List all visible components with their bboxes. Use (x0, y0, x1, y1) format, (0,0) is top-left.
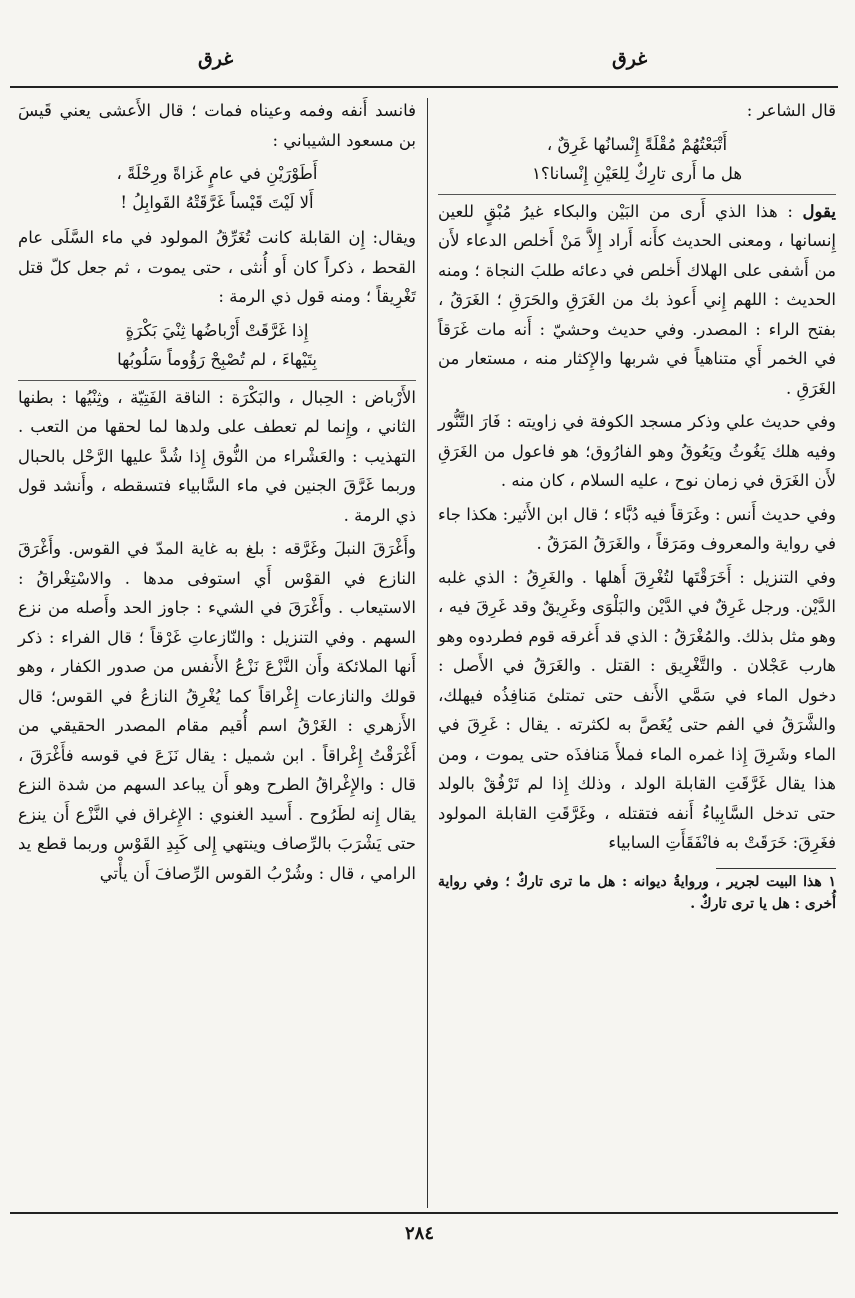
header-rule (10, 86, 838, 88)
paragraph: ويقال: إِن القابلة كانت تُغَرِّقُ المولود في ماء السَّلَى عام القحط ، ذكراً كان أَو أُنثى ، حتى يموت ، ثم جعل كلّ قتل تَغْرِيقاً ؛ ومنه قول ذي الرمة : (18, 228, 416, 306)
footnote: ١ هذا البيت لجرير ، وروايةُ ديوانه : هل ما ترى تاركٌ ؛ وفي رواية أُخرى : هل يا ترى تاركٌ . (438, 873, 836, 912)
paragraph: وفي التنزيل : أَخَرَقْتَها لتُغْرِقَ أَهلها . والغَرِقُ : الذي غلبه الدَّيْن. ورجل غَرِقٌ في الدَّيْن والبَلْوَى وغَرِيقٌ وقد غَرِقَ فيه ، وهو مثل بذلك. والمُغْرَقُ : الذي قد أَغرقه قوم فطردوه وهو هارب عَجْلان . والتَّغْرِيق : القتل . والغَرَقُ في الأَصل : دخول الماء في سَمَّي الأَنف حتى تمتلئ مَنافِذُه فيهلك، والشَّرَقُ في الفم حتى يُغَصَّ به لكثرته . يقال : غَرِقَ في الماء وشَرِقَ إِذا غمره الماء فملأَ مَنافذَه حتى يموت ، ومن هذا يقال غَرَّقَتِ القابلة الولد ، وذلك إِذا لم تَرْفُقْ بالولد حتى تدخل السَّابِياءُ أَنفه فتقتله ، وغَرَّقَتِ القابلة المولود فغَرِقَ: خَرَقَتْ به فانْفَقَأَتِ السابياء (438, 567, 836, 852)
footnote-rule (716, 868, 836, 869)
paragraph-text: : هذا الذي أَرى من البَيْن والبكاء غيرُ مُبْقٍ للعين إِنسانها ، ومعنى الحديث كأَنه أَراد إِلاَّ مَنْ أَخلص الدعاء لأَن من أَشفى على الهلاك أَخلص في دعائه طلبَ النجاة ؛ ومنه الحديث : اللهم إِني أَعوذ بك من الغَرَقِ والحَرَقِ ؛ الغَرَقُ ، بفتح الراء : المصدر. وفي حديث وحشيّ : أَنه مات غَرَقاً في الخمر أَي متناهياً في شربها والإِكثار منه ، مستعار من الغَرَقِ . (438, 201, 836, 398)
paragraph: وفي حديث أَنس : وغَرَقاً فيه دُبَّاء ؛ قال ابن الأَثير: هكذا جاء في رواية والمعروف ومَرَقاً ، والغَرَقُ المَرَقُ . (438, 504, 836, 553)
verse-line: هل ما أَرى تارِكٌ لِلعَيْنِ إِنْسانا؟١ (531, 163, 743, 183)
verse-line: بِتَيْهاءَ ، لم تُصْبِحْ رَؤُوماً سَلُوبُها (117, 349, 317, 369)
left-column (18, 96, 416, 888)
column-divider (427, 98, 428, 1208)
paragraph (438, 197, 836, 404)
verse-line: أَطَوْرَيْنِ في عامٍ غَزاةً ورِحْلَةً ، (116, 164, 318, 183)
verse-line: إِذا غَرَّقَتْ أَرْباضُها ثِنْيَ بَكْرَةٍ (125, 320, 309, 340)
verse-line: أَلا لَيْتَ قَيْساً غَرَّقَتْهُ القَوابِلُ ! (120, 193, 314, 212)
verse (438, 130, 836, 188)
header-headword-left: غرق (198, 48, 234, 70)
paragraph: وأَغْرَقَ النبلَ وغَرَّقه : بلغ به غاية المدّ في القوس. وأَغْرَقَ النازع في القوْس أَي استوفى مدها . والاسْتِغْراقُ : الاستيعاب . وأَغْرَقَ في الشيء : جاوز الحد وأَصله من نزع السهم . وفي التنزيل : والنّازعاتِ غَرْقاً ؛ قال الفراء : ذكر أَنها الملائكة وأَن النَّزْعَ نَزْعُ الأَنفس من صدور الكفار ، وهو قولك والنازعات إِغْراقاً كما يُغْرِقُ النازعُ في القوس؛ قال الأَزهري : الغَرْقُ اسم أُقيم مقام المصدر الحقيقي من أَغْرَقْتُ إِغْراقاً . ابن شميل : يقال نَزَعَ في قوسه فأَغْرَقَ ، قال : والإِغْراقُ الطرح وهو أَن يباعد السهم من شدة النزع يقال إِنه لطَرُوح . أَسيد الغنوي : الإِغراق في النَّزْع أَن ينزع حتى يَشْرَبَ بالرِّصاف وينتهي إِلى كَبِدِ القَوْس وربما قطع يد الرامي ، قال : وشُرْبُ القوس الرِّصافَ أَن يأْتي (18, 539, 416, 883)
verse-line: أَتْبَعْتُهُمْ مُقْلَةً إِنْسانُها غَرِقٌ ، (546, 134, 728, 154)
paragraph: فانسد أَنفه وفمه وعيناه فمات ؛ قال الأَعشى يعني قَيسَ بن مسعود الشيباني : (18, 101, 416, 150)
page-number: ٢٨٤ (405, 1223, 435, 1244)
paragraph-lead: يقول (802, 201, 836, 221)
footer-rule (10, 1212, 838, 1214)
right-column (438, 96, 836, 915)
header-headword-right: غرق (612, 48, 648, 70)
verse (18, 316, 416, 374)
paragraph: وفي حديث علي وذكر مسجد الكوفة في زاويته : فَارَ التَّنُّور وفيه هلك يَغُوثُ ويَعُوقُ وهو الفارُوق؛ هو فاعول من الغَرَقِ لأَن الغَرَق في زمان نوح ، عليه السلام ، كان منه . (438, 412, 836, 490)
paragraph: الأَرْباض : الحِبال ، والبَكْرَة : الناقة الفَتِيّة ، وثِنْيُها : بطنها الثاني ، وإِنما لم تعطف على ولدها لما لحقها من التعب . التهذيب : والعَشْراء من النُّوق إِذا شُدَّ عليها الرَّحْل بالحبال وربما غَرَّقَ الجنين في ماء السَّابياء فتسقطه ، وأَنشد قول ذي الرمة . (18, 387, 416, 525)
verse (18, 159, 416, 217)
paragraph: قال الشاعر : (746, 101, 836, 120)
